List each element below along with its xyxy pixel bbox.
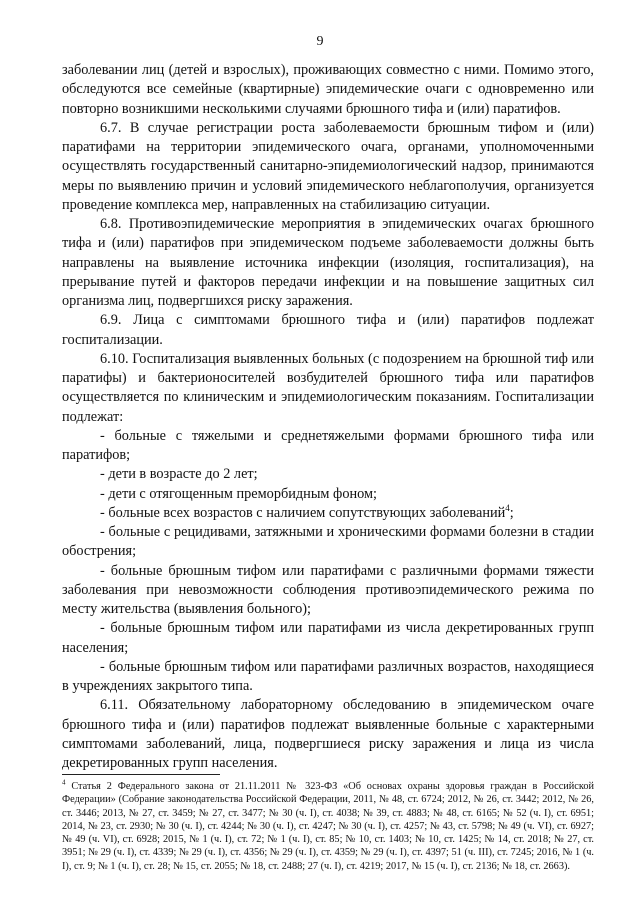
list-item-comorbidities-end: ; (509, 504, 514, 521)
list-item-relapses: - больные с рецидивами, затяжными и хроническими формами болезни в стадии обострения; (62, 524, 594, 560)
list-item-regime-impossible: - больные брюшным тифом или паратифами с различными формами тяжести заболевания при невозможности соблюдения противоэпидемического режима по месту жительства (выявления больного); (62, 562, 594, 617)
footnote-divider (62, 774, 220, 775)
paragraph-intro: заболевании лиц (детей и взрослых), проживающих совместно с ними. Помимо этого, обследуются все семейные (квартирные) эпидемические очаги с одновременно или повторно возникшими несколькими случаями брюшного тифа и (или) паратифов. (62, 62, 594, 117)
list-item-comorbidities (62, 504, 594, 523)
footnote (62, 780, 594, 873)
paragraph-6-11: 6.11. Обязательному лабораторному обследованию в эпидемическом очаге брюшного тифа и (или) паратифов подлежат выявленные больные с характерными симптомами заболеваний, лица, подвергшиеся риску заражения и лица из числа декретированных групп населения. (62, 697, 594, 771)
footnote-text: Статья 2 Федерального закона от 21.11.2011 № 323-ФЗ «Об основах охраны здоровья граждан в Российской Федерации» (Собрание законодательства Российской Федерации, 2011, № 48, ст. 6724; 2012, № 26, ст. 3442; 2012, № 26, ст. 3446; 2013, № 27, ст. 3459; № 27, ст. 3477; № 30 (ч. I), ст. 4038; № 39, ст. 4883; № 48, ст. 6165; № 52 (ч. I), ст. 6951; 2014, № 23, ст. 2930; № 30 (ч. I), ст. 4244; № 30 (ч. I), ст. 4247; № 30 (ч. I), ст. 4257; № 43, ст. 5798; № 49 (ч. VI), ст. 6927; № 49 (ч. VI), ст. 6928; 2015, № 1 (ч. I), ст. 72; № 1 (ч. I), ст. 85; № 10, ст. 1403; № 10, ст. 1425; № 14, ст. 2018; № 27, ст. 3951; № 29 (ч. I), ст. 4339; № 29 (ч. I), ст. 4356; № 29 (ч. I), ст. 4359; № 29 (ч. I), ст. 4397; 51 (ч. III), ст. 7245; 2016, № 1 (ч. I), ст. 9; № 1 (ч. I), ст. 28; № 15, ст. 2055; № 18, ст. 2488; 27 (ч. I), ст. 4219; 2017, № 15 (ч. I), ст. 2136; № 18, ст. 2663). (62, 781, 594, 872)
paragraph-6-7: 6.7. В случае регистрации роста заболеваемости брюшным тифом и (или) паратифами на территории эпидемического очага, органами, уполномоченными осуществлять государственный санитарно-эпидемиологический надзор, принимаются меры по выявлению причин и условий эпидемического неблагополучия, организуется проведение комплекса мер, направленных на стабилизацию ситуации. (62, 119, 594, 213)
list-item-children-under-2: - дети в возрасте до 2 лет; (100, 466, 258, 483)
paragraph-6-10: 6.10. Госпитализация выявленных больных (с подозрением на брюшной тиф или паратифы) и бактерионосителей возбудителей брюшного тифа или паратифов осуществляется по клиническим и эпидемиологическим показаниям. Госпитализации подлежат: (62, 350, 594, 425)
paragraph-6-8: 6.8. Противоэпидемические мероприятия в эпидемических очагах брюшного тифа и (или) паратифов при эпидемическом подъеме заболеваемости должны быть направлены на выявление источника инфекции (изоляция, госпитализация), на прерывание путей и факторов передачи инфекции и на повышение защитных сил организма лиц, подвергшихся риску заражения. (62, 216, 594, 309)
list-item-severe-forms: - больные с тяжелыми и среднетяжелыми формами брюшного тифа или паратифов; (62, 427, 594, 463)
list-item-closed-institutions: - больные брюшным тифом или паратифами различных возрастов, находящиеся в учреждениях закрытого типа. (62, 658, 594, 694)
paragraph-6-9: 6.9. Лица с симптомами брюшного тифа и (или) паратифов подлежат госпитализации. (62, 312, 594, 348)
list-item-premorbid-background: - дети с отягощенным преморбидным фоном; (100, 485, 378, 502)
list-item-decreed-groups: - больные брюшным тифом или паратифами из числа декретированных групп населения; (62, 620, 594, 656)
footnote-reference[interactable]: 4 (505, 502, 510, 513)
document-body (62, 61, 594, 773)
footnote-marker: 4 (62, 778, 66, 787)
list-item-comorbidities-text: - больные всех возрастов с наличием сопутствующих заболеваний (100, 504, 506, 521)
page-number: 9 (316, 34, 324, 49)
